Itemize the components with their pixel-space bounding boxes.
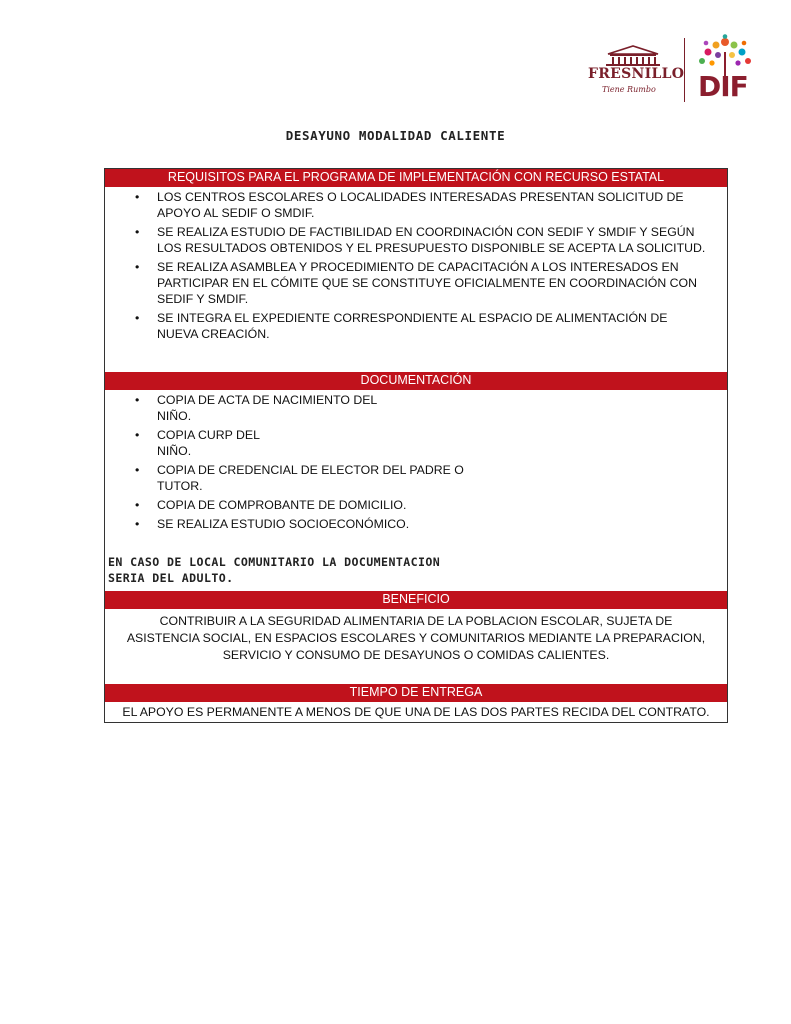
list-item-line: NUEVA CREACIÓN. <box>157 327 270 341</box>
list-item-line: NIÑO. <box>157 409 192 423</box>
list-item-line: COPIA CURP DEL <box>157 428 260 442</box>
logo-area <box>588 34 768 106</box>
list-item <box>105 497 727 513</box>
logo-divider <box>684 38 685 102</box>
list-item-line: LOS CENTROS ESCOLARES O LOCALIDADES INTERESADAS PRESENTAN SOLICITUD DE <box>157 190 684 204</box>
bullet-icon: • <box>135 428 140 442</box>
list-item-line: COPIA DE CREDENCIAL DE ELECTOR DEL PADRE O <box>157 463 464 477</box>
beneficio-line: CONTRIBUIR A LA SEGURIDAD ALIMENTARIA DE LA POBLACION ESCOLAR, SUJETA DE <box>159 614 673 628</box>
tiempo-text: EL APOYO ES PERMANENTE A MENOS DE QUE UNA DE LAS DOS PARTES RECIDA DEL CONTRATO. <box>122 705 710 719</box>
list-item-line: SEDIF Y SMDIF. <box>157 292 249 306</box>
list-item-line: TUTOR. <box>157 479 203 493</box>
dif-wordmark: DIF <box>698 70 748 103</box>
list-item-line: SE REALIZA ESTUDIO DE FACTIBILIDAD EN COORDINACIÓN CON SEDIF Y SMDIF Y SEGÚN <box>157 225 695 239</box>
fresnillo-wordmark: FRESNILLO <box>588 66 685 82</box>
list-item <box>105 462 727 494</box>
list-item-line: APOYO AL SEDIF O SMDIF. <box>157 206 315 220</box>
list-item <box>105 427 727 459</box>
list-item-line: NIÑO. <box>157 444 192 458</box>
bullet-icon: • <box>135 260 140 274</box>
list-item <box>105 310 727 342</box>
documentacion-header: DOCUMENTACIÓN <box>105 372 727 390</box>
list-item-line: SE REALIZA ASAMBLEA Y PROCEDIMIENTO DE CAPACITACIÓN A LOS INTERESADOS EN <box>157 260 679 274</box>
list-item-line: SE REALIZA ESTUDIO SOCIOECONÓMICO. <box>157 517 410 531</box>
requirements-box <box>104 168 728 723</box>
list-item-line: SE INTEGRA EL EXPEDIENTE CORRESPONDIENTE AL ESPACIO DE ALIMENTACIÓN DE <box>157 311 668 325</box>
bullet-icon: • <box>135 517 140 531</box>
list-item <box>105 392 727 424</box>
list-item-line: LOS RESULTADOS OBTENIDOS Y EL PRESUPUESTO DISPONIBLE SE ACEPTA LA SOLICITUD. <box>157 241 706 255</box>
beneficio-header: BENEFICIO <box>105 591 727 609</box>
list-item <box>105 224 727 256</box>
bullet-icon: • <box>135 190 140 204</box>
bullet-icon: • <box>135 311 140 325</box>
bullet-icon: • <box>135 463 140 477</box>
list-item-line: COPIA DE ACTA DE NACIMIENTO DEL <box>157 393 378 407</box>
requisitos-header: REQUISITOS PARA EL PROGRAMA DE IMPLEMENTACIÓN CON RECURSO ESTATAL <box>105 169 727 187</box>
note-line: EN CASO DE LOCAL COMUNITARIO LA DOCUMENTACION <box>108 555 441 569</box>
bullet-icon: • <box>135 498 140 512</box>
bullet-icon: • <box>135 393 140 407</box>
list-item-line: COPIA DE COMPROBANTE DE DOMICILIO. <box>157 498 407 512</box>
building-icon <box>602 44 664 66</box>
requisitos-list <box>105 189 727 345</box>
fresnillo-tagline: Tiene Rumbo <box>602 85 656 94</box>
documentacion-note <box>108 554 440 586</box>
bullet-icon: • <box>135 225 140 239</box>
document-title: DESAYUNO MODALIDAD CALIENTE <box>285 128 506 143</box>
note-line: SERIA DEL ADULTO. <box>108 571 234 585</box>
documentacion-list <box>105 392 727 535</box>
beneficio-line: SERVICIO Y CONSUMO DE DESAYUNOS O COMIDAS CALIENTES. <box>222 648 610 662</box>
beneficio-line: ASISTENCIA SOCIAL, EN ESPACIOS ESCOLARES Y COMUNITARIOS MEDIANTE LA PREPARACION, <box>126 631 706 645</box>
list-item-line: PARTICIPAR EN EL CÓMITE QUE SE CONSTITUYE OFICIALMENTE EN COORDINACIÓN CON <box>157 276 697 290</box>
tiempo-header: TIEMPO DE ENTREGA <box>105 684 727 702</box>
list-item <box>105 189 727 221</box>
list-item <box>105 259 727 307</box>
list-item <box>105 516 727 532</box>
beneficio-text <box>105 613 727 664</box>
